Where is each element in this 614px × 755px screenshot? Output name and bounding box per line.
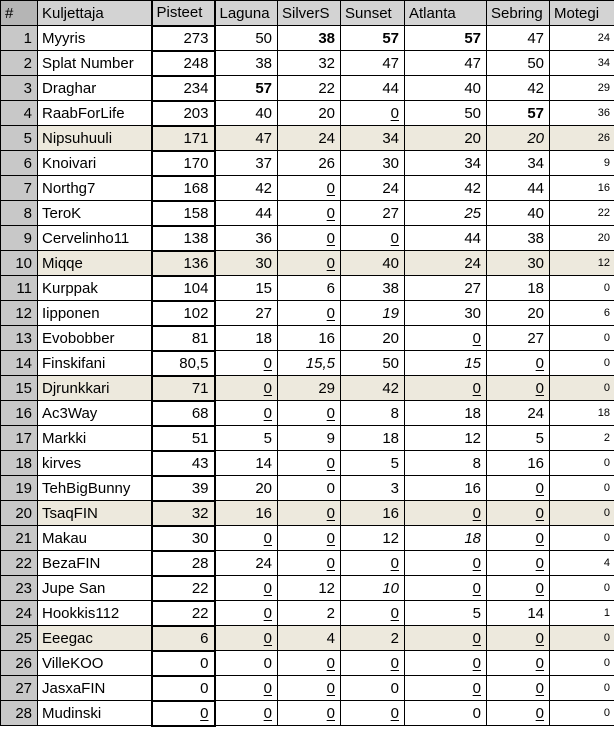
race-points-cell-sunset[interactable]: 20 bbox=[341, 326, 405, 351]
race-points-cell-laguna[interactable]: 0 bbox=[215, 601, 278, 626]
column-header-rank[interactable]: # bbox=[1, 1, 38, 26]
row-number-cell[interactable]: 5 bbox=[1, 126, 38, 151]
race-points-cell-motegi[interactable]: 4 bbox=[550, 551, 614, 576]
race-points-cell-sebring[interactable]: 20 bbox=[487, 301, 550, 326]
race-points-cell-motegi[interactable]: 34 bbox=[550, 51, 614, 76]
race-points-cell-laguna[interactable]: 16 bbox=[215, 501, 278, 526]
race-points-cell-motegi[interactable]: 0 bbox=[550, 276, 614, 301]
race-points-cell-laguna[interactable]: 5 bbox=[215, 426, 278, 451]
race-points-cell-sunset[interactable]: 0 bbox=[341, 701, 405, 726]
race-points-cell-sunset[interactable]: 2 bbox=[341, 626, 405, 651]
race-points-cell-laguna[interactable]: 47 bbox=[215, 126, 278, 151]
driver-name-cell[interactable]: Mudinski bbox=[38, 701, 152, 726]
race-points-cell-motegi[interactable]: 20 bbox=[550, 226, 614, 251]
race-points-cell-silvers[interactable]: 0 bbox=[278, 201, 341, 226]
race-points-cell-sunset[interactable]: 5 bbox=[341, 451, 405, 476]
driver-name-cell[interactable]: Myyris bbox=[38, 26, 152, 51]
race-points-cell-sunset[interactable]: 8 bbox=[341, 401, 405, 426]
race-points-cell-sebring[interactable]: 42 bbox=[487, 76, 550, 101]
race-points-cell-silvers[interactable]: 16 bbox=[278, 326, 341, 351]
table-row bbox=[1, 126, 614, 151]
race-points-cell-sunset[interactable]: 27 bbox=[341, 201, 405, 226]
table-row bbox=[1, 26, 614, 51]
race-points-cell-silvers[interactable]: 15,5 bbox=[278, 351, 341, 376]
table-row bbox=[1, 326, 614, 351]
race-points-cell-laguna[interactable]: 30 bbox=[215, 251, 278, 276]
points-total-cell[interactable]: 168 bbox=[152, 176, 215, 201]
race-points-cell-laguna[interactable]: 57 bbox=[215, 76, 278, 101]
row-number-cell[interactable]: 4 bbox=[1, 101, 38, 126]
row-number-cell[interactable]: 20 bbox=[1, 501, 38, 526]
table-body bbox=[1, 26, 614, 726]
row-number-cell[interactable]: 14 bbox=[1, 351, 38, 376]
race-points-cell-silvers[interactable]: 0 bbox=[278, 401, 341, 426]
race-points-cell-sebring[interactable]: 14 bbox=[487, 601, 550, 626]
race-points-cell-motegi[interactable]: 36 bbox=[550, 101, 614, 126]
race-points-cell-atlanta[interactable]: 20 bbox=[405, 126, 487, 151]
table-row bbox=[1, 551, 614, 576]
table-row bbox=[1, 701, 614, 726]
table-row bbox=[1, 151, 614, 176]
points-total-cell[interactable]: 22 bbox=[152, 601, 215, 626]
column-header-atlanta[interactable]: Atlanta bbox=[405, 1, 487, 26]
column-header-sunset[interactable]: Sunset bbox=[341, 1, 405, 26]
race-points-cell-silvers[interactable]: 0 bbox=[278, 251, 341, 276]
driver-name-cell[interactable]: Hookkis112 bbox=[38, 601, 152, 626]
points-total-cell[interactable]: 22 bbox=[152, 576, 215, 601]
table-row bbox=[1, 426, 614, 451]
table-row bbox=[1, 101, 614, 126]
points-total-cell[interactable]: 136 bbox=[152, 251, 215, 276]
race-points-cell-sebring[interactable]: 0 bbox=[487, 676, 550, 701]
points-total-cell[interactable]: 138 bbox=[152, 226, 215, 251]
race-points-cell-atlanta[interactable]: 5 bbox=[405, 601, 487, 626]
race-points-cell-silvers[interactable]: 6 bbox=[278, 276, 341, 301]
race-points-cell-sunset[interactable]: 40 bbox=[341, 251, 405, 276]
race-points-cell-motegi[interactable]: 9 bbox=[550, 151, 614, 176]
driver-name-cell[interactable]: Ac3Way bbox=[38, 401, 152, 426]
race-points-cell-silvers[interactable]: 22 bbox=[278, 76, 341, 101]
driver-name-cell[interactable]: Jupe San bbox=[38, 576, 152, 601]
driver-name-cell[interactable]: TeroK bbox=[38, 201, 152, 226]
race-points-cell-laguna[interactable]: 27 bbox=[215, 301, 278, 326]
race-points-cell-sunset[interactable]: 0 bbox=[341, 651, 405, 676]
table-row bbox=[1, 376, 614, 401]
race-points-cell-sebring[interactable]: 5 bbox=[487, 426, 550, 451]
race-points-cell-silvers[interactable]: 0 bbox=[278, 176, 341, 201]
race-points-cell-laguna[interactable]: 0 bbox=[215, 651, 278, 676]
race-points-cell-motegi[interactable]: 0 bbox=[550, 451, 614, 476]
table-row bbox=[1, 601, 614, 626]
race-points-cell-sebring[interactable]: 0 bbox=[487, 576, 550, 601]
row-number-cell[interactable]: 19 bbox=[1, 476, 38, 501]
driver-name-cell[interactable]: Cervelinho11 bbox=[38, 226, 152, 251]
race-points-cell-sunset[interactable]: 24 bbox=[341, 176, 405, 201]
row-number-cell[interactable]: 21 bbox=[1, 526, 38, 551]
race-points-cell-sebring[interactable]: 0 bbox=[487, 501, 550, 526]
table-row bbox=[1, 76, 614, 101]
driver-name-cell[interactable]: JasxaFIN bbox=[38, 676, 152, 701]
race-points-cell-sebring[interactable]: 0 bbox=[487, 701, 550, 726]
race-points-cell-atlanta[interactable]: 44 bbox=[405, 226, 487, 251]
race-points-cell-motegi[interactable]: 26 bbox=[550, 126, 614, 151]
table-row bbox=[1, 476, 614, 501]
points-total-cell[interactable]: 28 bbox=[152, 551, 215, 576]
points-total-cell[interactable]: 32 bbox=[152, 501, 215, 526]
race-points-cell-sebring[interactable]: 0 bbox=[487, 476, 550, 501]
points-total-cell[interactable]: 30 bbox=[152, 526, 215, 551]
race-points-cell-motegi[interactable]: 22 bbox=[550, 201, 614, 226]
race-points-cell-sebring[interactable]: 0 bbox=[487, 376, 550, 401]
race-points-cell-sunset[interactable]: 10 bbox=[341, 576, 405, 601]
race-points-cell-sebring[interactable]: 0 bbox=[487, 651, 550, 676]
race-points-cell-atlanta[interactable]: 18 bbox=[405, 526, 487, 551]
race-points-cell-sebring[interactable]: 20 bbox=[487, 126, 550, 151]
race-points-cell-atlanta[interactable]: 15 bbox=[405, 351, 487, 376]
table-header bbox=[1, 1, 614, 26]
points-total-cell[interactable]: 273 bbox=[152, 26, 215, 51]
race-points-cell-atlanta[interactable]: 40 bbox=[405, 76, 487, 101]
race-points-cell-sunset[interactable]: 50 bbox=[341, 351, 405, 376]
table-row bbox=[1, 626, 614, 651]
driver-name-cell[interactable]: Evobobber bbox=[38, 326, 152, 351]
race-points-cell-silvers[interactable]: 0 bbox=[278, 476, 341, 501]
race-points-cell-atlanta[interactable]: 24 bbox=[405, 251, 487, 276]
race-points-cell-motegi[interactable]: 1 bbox=[550, 601, 614, 626]
race-points-cell-sunset[interactable]: 0 bbox=[341, 551, 405, 576]
row-number-cell[interactable]: 10 bbox=[1, 251, 38, 276]
race-points-cell-sunset[interactable]: 0 bbox=[341, 676, 405, 701]
race-points-cell-silvers[interactable]: 2 bbox=[278, 601, 341, 626]
column-header-name[interactable]: Kuljettaja bbox=[38, 1, 152, 26]
points-total-cell[interactable]: 81 bbox=[152, 326, 215, 351]
row-number-cell[interactable]: 16 bbox=[1, 401, 38, 426]
driver-name-cell[interactable]: Kurppak bbox=[38, 276, 152, 301]
race-points-cell-laguna[interactable]: 50 bbox=[215, 26, 278, 51]
points-total-cell[interactable]: 51 bbox=[152, 426, 215, 451]
race-points-cell-silvers[interactable]: 0 bbox=[278, 301, 341, 326]
driver-name-cell[interactable]: VilleKOO bbox=[38, 651, 152, 676]
points-total-cell[interactable]: 0 bbox=[152, 676, 215, 701]
driver-name-cell[interactable]: Nipsuhuuli bbox=[38, 126, 152, 151]
driver-name-cell[interactable]: Djrunkkari bbox=[38, 376, 152, 401]
row-number-cell[interactable]: 3 bbox=[1, 76, 38, 101]
points-total-cell[interactable]: 104 bbox=[152, 276, 215, 301]
race-points-cell-motegi[interactable]: 16 bbox=[550, 176, 614, 201]
table-row bbox=[1, 526, 614, 551]
race-points-cell-sunset[interactable]: 42 bbox=[341, 376, 405, 401]
race-points-cell-motegi[interactable]: 0 bbox=[550, 376, 614, 401]
race-points-cell-laguna[interactable]: 37 bbox=[215, 151, 278, 176]
race-points-cell-sunset[interactable]: 3 bbox=[341, 476, 405, 501]
race-points-cell-laguna[interactable]: 15 bbox=[215, 276, 278, 301]
race-points-cell-sunset[interactable]: 34 bbox=[341, 126, 405, 151]
race-points-cell-motegi[interactable]: 12 bbox=[550, 251, 614, 276]
driver-name-cell[interactable]: Northg7 bbox=[38, 176, 152, 201]
race-points-cell-motegi[interactable]: 0 bbox=[550, 626, 614, 651]
points-total-cell[interactable]: 39 bbox=[152, 476, 215, 501]
race-points-cell-atlanta[interactable]: 34 bbox=[405, 151, 487, 176]
driver-name-cell[interactable]: BezaFIN bbox=[38, 551, 152, 576]
driver-name-cell[interactable]: Makau bbox=[38, 526, 152, 551]
table-row bbox=[1, 401, 614, 426]
race-points-cell-motegi[interactable]: 2 bbox=[550, 426, 614, 451]
race-points-cell-motegi[interactable]: 0 bbox=[550, 676, 614, 701]
race-points-cell-sebring[interactable]: 0 bbox=[487, 351, 550, 376]
driver-name-cell[interactable]: Draghar bbox=[38, 76, 152, 101]
points-total-cell[interactable]: 43 bbox=[152, 451, 215, 476]
race-points-cell-silvers[interactable]: 4 bbox=[278, 626, 341, 651]
race-points-cell-laguna[interactable]: 20 bbox=[215, 476, 278, 501]
row-number-cell[interactable]: 24 bbox=[1, 601, 38, 626]
points-total-cell[interactable]: 102 bbox=[152, 301, 215, 326]
race-points-cell-silvers[interactable]: 0 bbox=[278, 526, 341, 551]
race-points-cell-motegi[interactable]: 0 bbox=[550, 476, 614, 501]
race-points-cell-atlanta[interactable]: 57 bbox=[405, 26, 487, 51]
points-total-cell[interactable]: 234 bbox=[152, 76, 215, 101]
race-points-cell-sunset[interactable]: 44 bbox=[341, 76, 405, 101]
race-points-cell-atlanta[interactable]: 0 bbox=[405, 701, 487, 726]
race-points-cell-silvers[interactable]: 0 bbox=[278, 651, 341, 676]
row-number-cell[interactable]: 17 bbox=[1, 426, 38, 451]
race-points-cell-laguna[interactable]: 38 bbox=[215, 51, 278, 76]
race-points-cell-silvers[interactable]: 20 bbox=[278, 101, 341, 126]
race-points-cell-motegi[interactable]: 0 bbox=[550, 326, 614, 351]
row-number-cell[interactable]: 1 bbox=[1, 26, 38, 51]
race-points-cell-laguna[interactable]: 0 bbox=[215, 626, 278, 651]
row-number-cell[interactable]: 7 bbox=[1, 176, 38, 201]
race-points-cell-sebring[interactable]: 30 bbox=[487, 251, 550, 276]
race-points-cell-motegi[interactable]: 0 bbox=[550, 576, 614, 601]
race-points-cell-atlanta[interactable]: 0 bbox=[405, 326, 487, 351]
row-number-cell[interactable]: 8 bbox=[1, 201, 38, 226]
race-points-cell-motegi[interactable]: 0 bbox=[550, 526, 614, 551]
row-number-cell[interactable]: 15 bbox=[1, 376, 38, 401]
row-number-cell[interactable]: 28 bbox=[1, 701, 38, 726]
race-points-cell-atlanta[interactable]: 0 bbox=[405, 501, 487, 526]
race-points-cell-laguna[interactable]: 0 bbox=[215, 676, 278, 701]
race-points-cell-atlanta[interactable]: 8 bbox=[405, 451, 487, 476]
table-row bbox=[1, 301, 614, 326]
race-points-cell-motegi[interactable]: 0 bbox=[550, 701, 614, 726]
race-points-cell-atlanta[interactable]: 0 bbox=[405, 376, 487, 401]
points-total-cell[interactable]: 71 bbox=[152, 376, 215, 401]
race-points-cell-sebring[interactable]: 40 bbox=[487, 201, 550, 226]
driver-name-cell[interactable]: Miqqe bbox=[38, 251, 152, 276]
row-number-cell[interactable]: 11 bbox=[1, 276, 38, 301]
row-number-cell[interactable]: 26 bbox=[1, 651, 38, 676]
race-points-cell-laguna[interactable]: 0 bbox=[215, 526, 278, 551]
row-number-cell[interactable]: 18 bbox=[1, 451, 38, 476]
table-row bbox=[1, 276, 614, 301]
table-row bbox=[1, 676, 614, 701]
race-points-cell-atlanta[interactable]: 27 bbox=[405, 276, 487, 301]
driver-name-cell[interactable]: TsaqFIN bbox=[38, 501, 152, 526]
points-total-cell[interactable]: 6 bbox=[152, 626, 215, 651]
points-total-cell[interactable]: 248 bbox=[152, 51, 215, 76]
row-number-cell[interactable]: 6 bbox=[1, 151, 38, 176]
driver-name-cell[interactable]: Knoivari bbox=[38, 151, 152, 176]
column-header-pisteet[interactable]: Pisteet bbox=[152, 1, 215, 26]
table-row bbox=[1, 176, 614, 201]
column-header-laguna[interactable]: Laguna bbox=[215, 1, 278, 26]
race-points-cell-sunset[interactable]: 0 bbox=[341, 101, 405, 126]
race-points-cell-atlanta[interactable]: 0 bbox=[405, 551, 487, 576]
driver-name-cell[interactable]: Eeegac bbox=[38, 626, 152, 651]
race-points-cell-atlanta[interactable]: 12 bbox=[405, 426, 487, 451]
table-row bbox=[1, 451, 614, 476]
race-points-cell-atlanta[interactable]: 47 bbox=[405, 51, 487, 76]
driver-name-cell[interactable]: Markki bbox=[38, 426, 152, 451]
race-points-cell-laguna[interactable]: 40 bbox=[215, 101, 278, 126]
points-total-cell[interactable]: 0 bbox=[152, 651, 215, 676]
race-points-cell-silvers[interactable]: 0 bbox=[278, 701, 341, 726]
race-points-cell-sebring[interactable]: 0 bbox=[487, 551, 550, 576]
race-points-cell-silvers[interactable]: 0 bbox=[278, 501, 341, 526]
race-points-cell-atlanta[interactable]: 0 bbox=[405, 676, 487, 701]
race-points-cell-silvers[interactable]: 32 bbox=[278, 51, 341, 76]
race-points-cell-atlanta[interactable]: 18 bbox=[405, 401, 487, 426]
race-points-cell-silvers[interactable]: 9 bbox=[278, 426, 341, 451]
race-points-cell-sebring[interactable]: 57 bbox=[487, 101, 550, 126]
race-points-cell-sebring[interactable]: 47 bbox=[487, 26, 550, 51]
driver-name-cell[interactable]: kirves bbox=[38, 451, 152, 476]
race-points-cell-sebring[interactable]: 0 bbox=[487, 626, 550, 651]
points-total-cell[interactable]: 203 bbox=[152, 101, 215, 126]
race-points-cell-sunset[interactable]: 19 bbox=[341, 301, 405, 326]
race-points-cell-motegi[interactable]: 6 bbox=[550, 301, 614, 326]
table-row bbox=[1, 51, 614, 76]
race-points-cell-motegi[interactable]: 24 bbox=[550, 26, 614, 51]
race-points-cell-atlanta[interactable]: 0 bbox=[405, 576, 487, 601]
row-number-cell[interactable]: 22 bbox=[1, 551, 38, 576]
row-number-cell[interactable]: 12 bbox=[1, 301, 38, 326]
points-total-cell[interactable]: 0 bbox=[152, 701, 215, 726]
race-points-cell-sebring[interactable]: 18 bbox=[487, 276, 550, 301]
race-points-cell-sunset[interactable]: 30 bbox=[341, 151, 405, 176]
race-points-cell-atlanta[interactable]: 50 bbox=[405, 101, 487, 126]
table-row bbox=[1, 576, 614, 601]
race-points-cell-silvers[interactable]: 0 bbox=[278, 226, 341, 251]
column-header-sebring[interactable]: Sebring bbox=[487, 1, 550, 26]
race-points-cell-sunset[interactable]: 57 bbox=[341, 26, 405, 51]
driver-name-cell[interactable]: RaabForLife bbox=[38, 101, 152, 126]
header-row bbox=[1, 1, 614, 26]
race-points-cell-laguna[interactable]: 0 bbox=[215, 576, 278, 601]
points-total-cell[interactable]: 68 bbox=[152, 401, 215, 426]
race-points-cell-laguna[interactable]: 44 bbox=[215, 201, 278, 226]
race-points-cell-motegi[interactable]: 18 bbox=[550, 401, 614, 426]
race-points-cell-sunset[interactable]: 0 bbox=[341, 601, 405, 626]
row-number-cell[interactable]: 9 bbox=[1, 226, 38, 251]
column-header-motegi[interactable]: Motegi bbox=[550, 1, 614, 26]
race-points-cell-motegi[interactable]: 0 bbox=[550, 501, 614, 526]
race-points-cell-motegi[interactable]: 0 bbox=[550, 651, 614, 676]
table-row bbox=[1, 201, 614, 226]
race-points-cell-laguna[interactable]: 36 bbox=[215, 226, 278, 251]
race-points-cell-sebring[interactable]: 50 bbox=[487, 51, 550, 76]
race-points-cell-silvers[interactable]: 12 bbox=[278, 576, 341, 601]
race-points-cell-silvers[interactable]: 29 bbox=[278, 376, 341, 401]
race-points-cell-silvers[interactable]: 0 bbox=[278, 451, 341, 476]
row-number-cell[interactable]: 2 bbox=[1, 51, 38, 76]
race-points-cell-sebring[interactable]: 38 bbox=[487, 226, 550, 251]
race-points-cell-sebring[interactable]: 34 bbox=[487, 151, 550, 176]
race-points-cell-laguna[interactable]: 18 bbox=[215, 326, 278, 351]
row-number-cell[interactable]: 27 bbox=[1, 676, 38, 701]
race-points-cell-silvers[interactable]: 0 bbox=[278, 676, 341, 701]
race-points-cell-sebring[interactable]: 0 bbox=[487, 526, 550, 551]
race-points-cell-sebring[interactable]: 27 bbox=[487, 326, 550, 351]
race-points-cell-motegi[interactable]: 0 bbox=[550, 351, 614, 376]
race-points-cell-laguna[interactable]: 14 bbox=[215, 451, 278, 476]
driver-name-cell[interactable]: Finskifani bbox=[38, 351, 152, 376]
race-points-cell-atlanta[interactable]: 42 bbox=[405, 176, 487, 201]
race-points-cell-atlanta[interactable]: 16 bbox=[405, 476, 487, 501]
race-points-cell-sunset[interactable]: 12 bbox=[341, 526, 405, 551]
table-row bbox=[1, 501, 614, 526]
driver-name-cell[interactable]: Splat Number bbox=[38, 51, 152, 76]
race-points-cell-sebring[interactable]: 16 bbox=[487, 451, 550, 476]
race-points-cell-sebring[interactable]: 44 bbox=[487, 176, 550, 201]
points-total-cell[interactable]: 80,5 bbox=[152, 351, 215, 376]
points-total-cell[interactable]: 158 bbox=[152, 201, 215, 226]
race-points-cell-sunset[interactable]: 16 bbox=[341, 501, 405, 526]
row-number-cell[interactable]: 23 bbox=[1, 576, 38, 601]
row-number-cell[interactable]: 13 bbox=[1, 326, 38, 351]
race-points-cell-laguna[interactable]: 42 bbox=[215, 176, 278, 201]
race-points-cell-sunset[interactable]: 18 bbox=[341, 426, 405, 451]
race-points-cell-silvers[interactable]: 0 bbox=[278, 551, 341, 576]
column-header-silvers[interactable]: SilverS bbox=[278, 1, 341, 26]
race-points-cell-silvers[interactable]: 24 bbox=[278, 126, 341, 151]
race-points-cell-sunset[interactable]: 0 bbox=[341, 226, 405, 251]
race-points-cell-sunset[interactable]: 38 bbox=[341, 276, 405, 301]
race-points-cell-laguna[interactable]: 0 bbox=[215, 376, 278, 401]
points-total-cell[interactable]: 170 bbox=[152, 151, 215, 176]
race-points-cell-atlanta[interactable]: 25 bbox=[405, 201, 487, 226]
race-points-cell-laguna[interactable]: 0 bbox=[215, 351, 278, 376]
race-points-cell-sunset[interactable]: 47 bbox=[341, 51, 405, 76]
driver-name-cell[interactable]: Iipponen bbox=[38, 301, 152, 326]
driver-name-cell[interactable]: TehBigBunny bbox=[38, 476, 152, 501]
row-number-cell[interactable]: 25 bbox=[1, 626, 38, 651]
race-points-cell-laguna[interactable]: 24 bbox=[215, 551, 278, 576]
race-points-cell-silvers[interactable]: 26 bbox=[278, 151, 341, 176]
race-points-cell-atlanta[interactable]: 30 bbox=[405, 301, 487, 326]
points-total-cell[interactable]: 171 bbox=[152, 126, 215, 151]
table-row bbox=[1, 351, 614, 376]
race-points-cell-laguna[interactable]: 0 bbox=[215, 401, 278, 426]
table-row bbox=[1, 651, 614, 676]
race-points-cell-laguna[interactable]: 0 bbox=[215, 701, 278, 726]
race-points-cell-atlanta[interactable]: 0 bbox=[405, 626, 487, 651]
race-points-cell-motegi[interactable]: 29 bbox=[550, 76, 614, 101]
table-row bbox=[1, 251, 614, 276]
race-points-cell-atlanta[interactable]: 0 bbox=[405, 651, 487, 676]
table-row bbox=[1, 226, 614, 251]
race-points-cell-silvers[interactable]: 38 bbox=[278, 26, 341, 51]
race-points-cell-sebring[interactable]: 24 bbox=[487, 401, 550, 426]
